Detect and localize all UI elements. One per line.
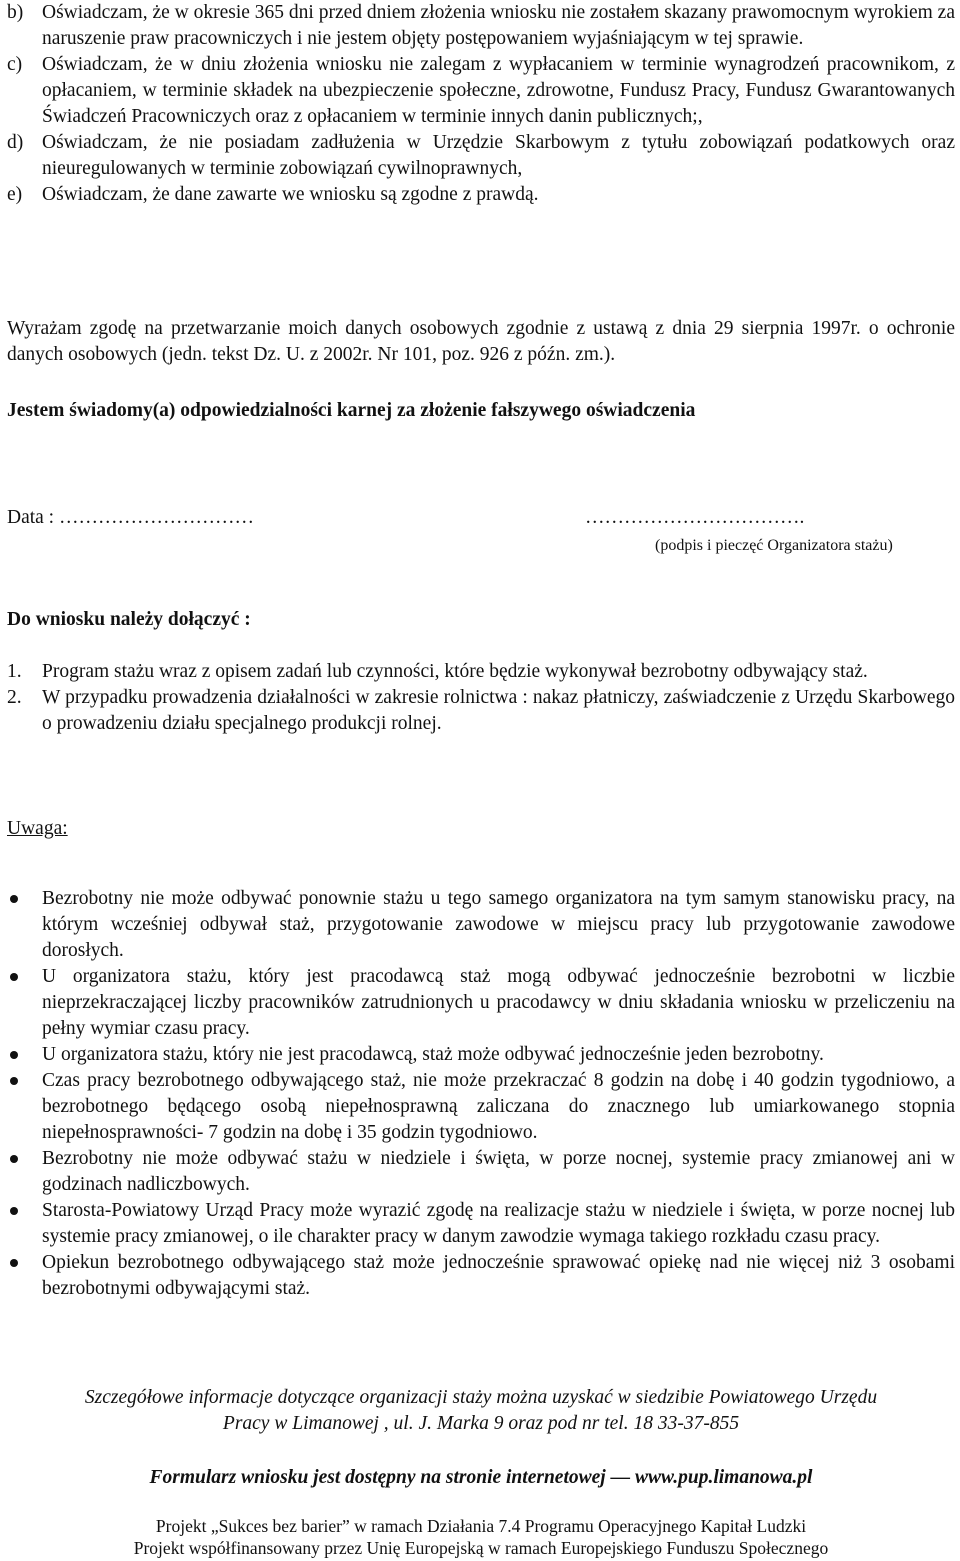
list-item: [7, 886, 955, 964]
list-item: [7, 1198, 955, 1250]
footer-line: Projekt współfinansowany przez Unię Europejską w ramach Europejskiego Funduszu Społecznego: [133, 1538, 829, 1558]
notes-heading: Uwaga:: [7, 818, 68, 839]
note-text: Bezrobotny nie może odbywać ponownie stażu u tego samego organizatora na tym samym stanowisku pracy, na którym wcześniej odbywał staż, przygotowanie zawodowe w miejscu pracy lub przygotowanie zawodowe dorosłych.: [42, 888, 955, 961]
statement-text: Oświadczam, że w dniu złożenia wniosku nie zalegam z wypłacaniem w terminie wynagrodzeń pracownikom, z opłacaniem, w terminie składek na ubezpieczenie społeczne, zdrowotne, Fundusz Pracy, Fundusz Gwarantowanych Świadczeń Pracowniczych oraz z opłacaniem w terminie innych danin publicznych;,: [42, 54, 955, 127]
list-item: [7, 1042, 955, 1068]
bullet-icon: [7, 1146, 42, 1198]
statement-text: Oświadczam, że nie posiadam zadłużenia w Urzędzie Skarbowym z tytułu zobowiązań podatkowych oraz nieuregulowanych w terminie zobowiązań cywilnoprawnych,: [42, 132, 955, 179]
notes-section: [7, 816, 955, 1302]
attachments-section: [7, 607, 955, 737]
bullet-icon: [7, 1068, 42, 1146]
footer-line: Projekt „Sukces bez barier” w ramach Działania 7.4 Programu Operacyjnego Kapitał Ludzki: [155, 1516, 807, 1536]
note-text: U organizatora stażu, który nie jest pracodawcą, staż może odbywać jednocześnie jeden bezrobotny.: [42, 1044, 824, 1065]
statement-b: [7, 0, 955, 52]
note-text: Starosta-Powiatowy Urząd Pracy może wyrazić zgodę na realizacje stażu w niedziele i święta, w porze nocnej lub systemie pracy zmianowej, o ile charakter pracy w danym zawodzie wymaga takiego rozkładu czasu pracy.: [42, 1200, 955, 1247]
signature-line: …………………………….: [585, 507, 805, 528]
attachment-text: Program stażu wraz z opisem zadań lub czynności, które będzie wykonywał bezrobotny odbywający staż.: [42, 661, 868, 682]
form-link-text: Formularz wniosku jest dostępny na stronie internetowej — www.pup.limanowa.pl: [149, 1467, 813, 1488]
statement-text: Oświadczam, że dane zawarte we wniosku są zgodne z prawdą.: [42, 184, 539, 205]
attachments-heading: Do wniosku należy dołączyć :: [7, 609, 251, 630]
bullet-icon: [7, 886, 42, 964]
note-text: U organizatora stażu, który jest pracodawcą staż mogą odbywać jednocześnie bezrobotni w liczbie nieprzekraczającej liczby pracowników zatrudnionych u pracodawcy w dniu składania wniosku w przeliczeniu na pełny wymiar czasu pracy.: [42, 966, 955, 1039]
bullet-icon: [7, 964, 42, 1042]
bullet-icon: [7, 1042, 42, 1068]
statement-e: [7, 182, 955, 208]
attachment-item: [7, 659, 955, 685]
date-field: Data : …………………………: [7, 507, 254, 528]
list-item: [7, 1250, 955, 1302]
info-block: [7, 1385, 955, 1437]
note-text: Bezrobotny nie może odbywać stażu w niedziele i święta, w porze nocnej, systemie pracy zmianowej ani w godzinach nadliczbowych.: [42, 1148, 955, 1195]
statement-label: e): [7, 184, 23, 205]
footer: [7, 1515, 955, 1559]
list-item: [7, 1146, 955, 1198]
notes-list: [7, 886, 955, 1302]
responsibility-statement: Jestem świadomy(a) odpowiedzialności karnej za złożenie fałszywego oświadczenia: [7, 400, 696, 421]
note-text: Czas pracy bezrobotnego odbywającego staż, nie może przekraczać 8 godzin na dobę i 40 godzin tygodniowo, a bezrobotnego będącego osobą niepełnosprawną zaliczana do znacznego lub umiarkowanego stopnia niepełnosprawności- 7 godzin na dobę i 35 godzin tygodniowo.: [42, 1070, 955, 1143]
statements-section: [7, 0, 955, 208]
signature-block: [7, 505, 955, 565]
statement-c: [7, 52, 955, 130]
statement-d: [7, 130, 955, 182]
statement-label: c): [7, 54, 23, 75]
signature-caption: (podpis i pieczęć Organizatora stażu): [655, 537, 893, 554]
bullet-icon: [7, 1250, 42, 1302]
attachment-label: 1.: [7, 661, 22, 682]
attachment-item: [7, 685, 955, 737]
consent-paragraph: Wyrażam zgodę na przetwarzanie moich danych osobowych zgodnie z ustawą z dnia 29 sierpnia 1997r. o ochronie danych osobowych (jedn. tekst Dz. U. z 2002r. Nr 101, poz. 926 z późn. zm.).: [7, 318, 955, 365]
list-item: [7, 964, 955, 1042]
statement-label: d): [7, 132, 24, 153]
statement-text: Oświadczam, że w okresie 365 dni przed dniem złożenia wniosku nie zostałem skazany prawomocnym wyrokiem za naruszenie praw pracowniczych i nie jestem objęty postępowaniem wyjaśniającym w tej sprawie.: [42, 2, 955, 49]
info-line: Szczegółowe informacje dotyczące organizacji staży można uzyskać w siedzibie Powiatowego Urzędu: [84, 1387, 878, 1408]
attachment-label: 2.: [7, 687, 22, 708]
bullet-icon: [7, 1198, 42, 1250]
info-line: Pracy w Limanowej , ul. J. Marka 9 oraz pod nr tel. 18 33-37-855: [222, 1413, 740, 1434]
statement-label: b): [7, 2, 24, 23]
note-text: Opiekun bezrobotnego odbywającego staż może jednocześnie sprawować opiekę nad nie więcej niż 3 osobami bezrobotnymi odbywającymi staż.: [42, 1252, 955, 1299]
list-item: [7, 1068, 955, 1146]
attachment-text: W przypadku prowadzenia działalności w zakresie rolnictwa : nakaz płatniczy, zaświadczenie z Urzędu Skarbowego o prowadzeniu działu specjalnego produkcji rolnej.: [42, 687, 955, 734]
